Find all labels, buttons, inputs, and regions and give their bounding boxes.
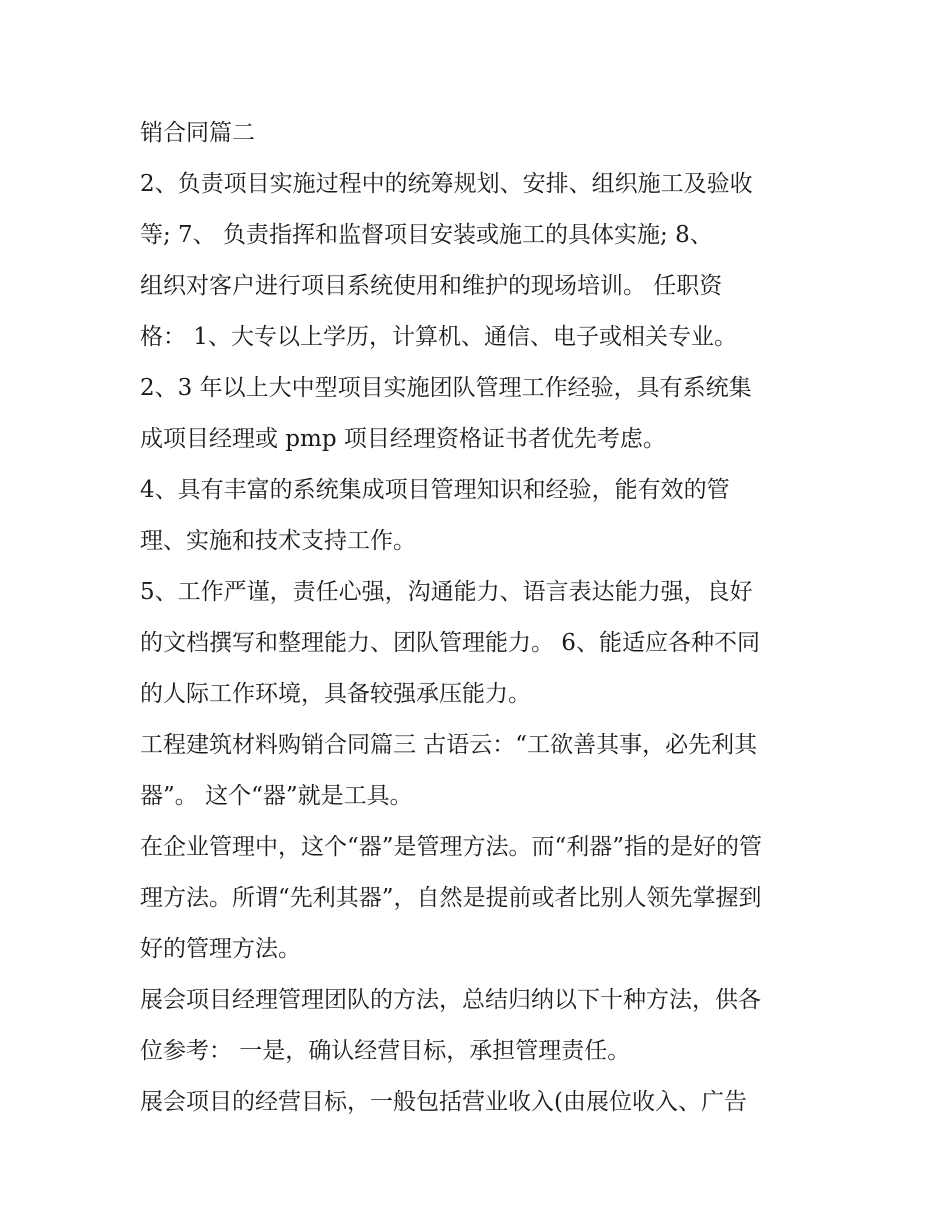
text-line: 工程建筑材料购销合同篇三 古语云：“工欲善其事，必先利其	[140, 732, 758, 758]
text-line: 等; 7、 负责指挥和监督项目安装或施工的具体实施; 8、	[140, 222, 713, 248]
text-line: 5、工作严谨，责任心强，沟通能力、语言表达能力强，良好	[140, 579, 753, 605]
text-line: 位参考： 一是，确认经营目标，承担管理责任。	[140, 1038, 631, 1064]
text-line: 的人际工作环境，具备较强承压能力。	[140, 681, 531, 707]
text-line: 理、实施和技术支持工作。	[140, 528, 416, 554]
text-line: 2、3 年以上大中型项目实施团队管理工作经验，具有系统集	[140, 375, 752, 401]
text-line: 展会项目的经营目标，一般包括营业收入(由展位收入、广告	[140, 1089, 747, 1115]
text-line: 4、具有丰富的系统集成项目管理知识和经验，能有效的管	[140, 477, 730, 503]
text-line: 格： 1、大专以上学历，计算机、通信、电子或相关专业。	[140, 324, 737, 350]
text-line: 成项目经理或 pmp 项目经理资格证书者优先考虑。	[140, 426, 666, 452]
document-body	[140, 108, 820, 1128]
text-line: 好的管理方法。	[140, 936, 301, 962]
text-line: 在企业管理中，这个“器”是管理方法。而“利器”指的是好的管	[140, 834, 763, 860]
text-line: 器”。 这个“器”就是工具。	[140, 783, 413, 809]
text-line: 的文档撰写和整理能力、团队管理能力。 6、能适应各种不同	[140, 630, 760, 656]
text-line: 展会项目经理管理团队的方法，总结归纳以下十种方法，供各	[140, 987, 761, 1013]
text-line: 理方法。所谓“先利其器”，自然是提前或者比别人领先掌握到	[140, 885, 762, 911]
text-line: 销合同篇二	[140, 120, 255, 146]
text-line: 组织对客户进行项目系统使用和维护的现场培训。 任职资	[140, 273, 723, 299]
text-line: 2、负责项目实施过程中的统筹规划、安排、组织施工及验收	[140, 171, 753, 197]
